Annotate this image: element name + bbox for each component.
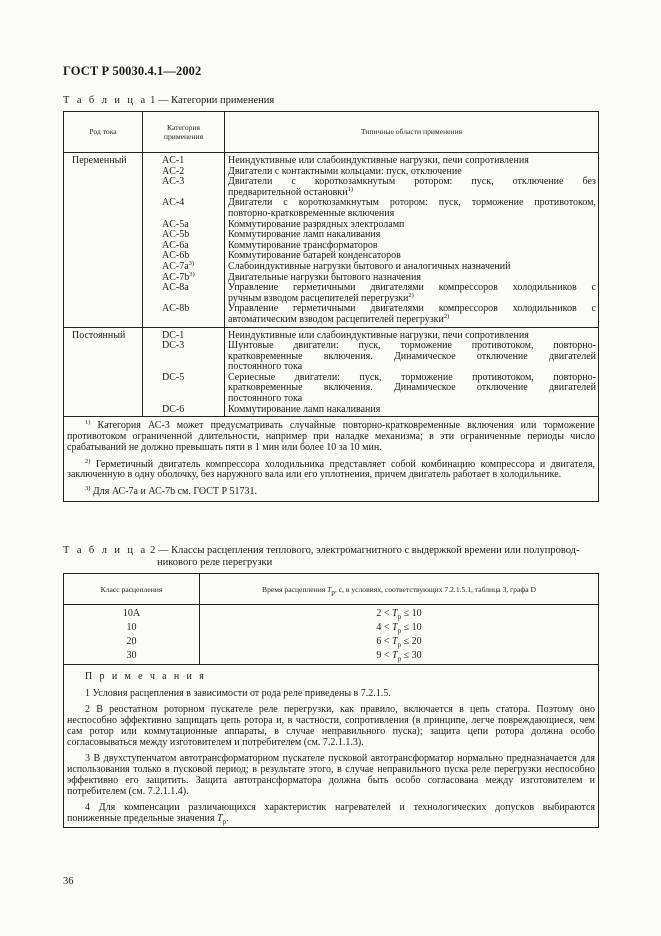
- application-text: Сериесные двигатели: пуск, торможение противотоком, повторно-: [228, 371, 596, 383]
- table-row: [64, 622, 599, 636]
- table-application-categories: [63, 111, 599, 502]
- table1-caption: [63, 95, 274, 107]
- category-code: AC-6b: [162, 250, 190, 262]
- col-header-current-type: Род тока: [64, 112, 143, 153]
- category-code: DC-5: [162, 371, 185, 383]
- application-text: постоянного тока: [228, 393, 303, 405]
- table2-notes: [64, 665, 599, 828]
- application-text: Неиндуктивные или слабоиндуктивные нагрузки, печи сопротивления: [228, 329, 529, 341]
- category-code: AC-5a: [162, 218, 189, 230]
- footnote: $^{2)}$ Герметичный двигатель компрессора холодильника представляет собой комбинацию компрессора и двигателя, заключенную в одну оболочку, без наружного вала или его уплотнения, причем двигатель работает в холодильнике.: [67, 457, 595, 481]
- application-cell: [225, 327, 599, 417]
- col-header-trip-time: Время расцепления $T_p$, с, в условиях, соответствующих 7.2.1.5.1, таблица 3, графа D: [200, 574, 599, 605]
- notes-heading: П р и м е ч а н и я: [85, 671, 207, 682]
- category-code: AC-1: [162, 155, 185, 166]
- document-header: ГОСТ Р 50030.4.1—2002: [63, 64, 202, 78]
- application-text: кратковременные включения. Динамическое отключение двигателей: [228, 350, 596, 362]
- note-paragraph: 4 Для компенсации различающихся характеристик нагревателей и технологических допусков выбираются пониженные предельные значения $T_p$.: [67, 802, 595, 826]
- trip-time-cell: $2 < T_p \le 10$: [200, 605, 599, 623]
- table-trip-classes: [63, 573, 599, 828]
- application-text: автоматическим взводом расцепителей перегрузки$^{2)}$: [228, 312, 450, 325]
- application-text: ручным взводом расцепителей перегрузки$^{2)}$: [228, 291, 414, 304]
- category-code: AC-8b: [162, 303, 190, 315]
- trip-class-cell: 10A: [64, 605, 200, 623]
- application-text: предварительной остановки$^{1)}$: [228, 185, 354, 198]
- application-text: повторно-кратковременные включения: [228, 207, 395, 219]
- trip-time-cell: $9 < T_p \le 30$: [200, 650, 599, 665]
- current-type-cell: Постоянный: [64, 327, 143, 417]
- application-text: Управление герметичными двигателями компрессоров холодильников с: [228, 282, 596, 294]
- table2-caption-text-cont: никового реле перегрузки: [157, 557, 273, 568]
- application-text: постоянного тока: [228, 361, 303, 373]
- table-row: [64, 636, 599, 650]
- application-cell: [225, 153, 599, 328]
- page-number: 36: [63, 876, 74, 887]
- col-header-category: Категория применения: [143, 112, 225, 153]
- trip-class-cell: 30: [64, 650, 200, 665]
- note-paragraph: 2 В реостатном роторном пускателе реле перегрузки, как правило, включается в цепь статора. Поэтому оно неспособно эффективно защищать цепь ротора и, в частности, сопротивления (в принципе, легче повреждающиеся, чем сам ротор или коммутационные аппараты, в случае неправильного пуска); защита цепи ротора должна особо согласовываться между изготовителем и потребителем (см. 7.2.1.1.3).: [67, 704, 595, 748]
- category-cell: [143, 153, 225, 328]
- current-type-cell: Переменный: [64, 153, 143, 328]
- table1-footnotes: [64, 417, 599, 502]
- table2-caption: [63, 545, 580, 569]
- category-group-row: [64, 153, 599, 328]
- table1-caption-text: 1 — Категории применения: [150, 95, 275, 106]
- category-code: $AC-7a^{3)}$: [162, 259, 195, 272]
- application-text: Коммутирование батарей конденсаторов: [228, 250, 401, 262]
- category-code: AC-4: [162, 197, 185, 209]
- category-code: AC-3: [162, 176, 185, 188]
- category-code: AC-5b: [162, 229, 190, 241]
- application-text: Коммутирование ламп накаливания: [228, 403, 381, 415]
- category-code: DC-6: [162, 403, 185, 415]
- application-text: Коммутирование ламп накаливания: [228, 229, 381, 241]
- application-text: Шунтовые двигатели: пуск, торможение противотоком, повторно-: [228, 340, 596, 352]
- category-code: $AC-7b^{3)}$: [162, 270, 195, 283]
- category-code: AC-6a: [162, 239, 189, 251]
- table-row: [64, 605, 599, 623]
- footnote: $^{3)}$ Для АС-7а и АС-7b см. ГОСТ Р 51731.: [85, 485, 258, 498]
- col-header-applications: Типичные области применения: [225, 112, 599, 153]
- category-code: AC-2: [162, 165, 185, 177]
- table1-caption-label: Т а б л и ц а: [63, 95, 148, 106]
- application-text: Двигатели с короткозамкнутым ротором: пуск, отключение без: [228, 176, 596, 188]
- trip-time-cell: $4 < T_p \le 10$: [200, 622, 599, 636]
- trip-class-cell: 10: [64, 622, 200, 636]
- note-paragraph: 3 В двухступенчатом автотрансформаторном пускателе пусковой автотрансформатор нормально предназначается для использования только в пусковой период; в результате этого, в случае неправильного пуска реле перегрузки неспособно эффективно его защитить. Защита автотрансформатора должна быть особо согласована между изготовителем и потребителем (см. 7.2.1.1.4).: [67, 753, 595, 797]
- trip-class-cell: 20: [64, 636, 200, 650]
- table-row: [64, 650, 599, 665]
- application-text: Неиндуктивные или слабоиндуктивные нагрузки, печи сопротивления: [228, 155, 529, 166]
- table2-caption-label: Т а б л и ц а: [63, 545, 148, 556]
- category-code: DC-1: [162, 329, 185, 341]
- footnote: $^{1)}$ Категория АС-3 может предусматривать случайные повторно-кратковременные включения или торможение противотоком ограниченной длительности, например при наладке механизма; в эти ограниченные периоды число срабатываний не должно превышать пяти в 1 мин или более 10 за 10 мин.: [67, 419, 595, 453]
- col-header-trip-class: Класс расцепления: [64, 574, 200, 605]
- application-text: Двигатели с короткозамкнутым ротором: пуск, торможение противотоком,: [228, 197, 596, 209]
- category-code: AC-8a: [162, 282, 189, 294]
- application-text: Двигательные нагрузки бытового назначения: [228, 271, 421, 283]
- application-text: кратковременные включения. Динамическое отключение двигателей: [228, 382, 596, 394]
- application-text: Коммутирование трансформаторов: [228, 239, 378, 251]
- note-paragraph: 1 Условия расцепления в зависимости от рода реле приведены в 7.2.1.5.: [85, 688, 391, 699]
- category-code: [143, 383, 224, 394]
- category-code: [143, 352, 224, 363]
- table2-caption-text: 2 — Классы расцепления теплового, электромагнитного с выдержкой времени или полупровод-: [150, 545, 580, 556]
- application-text: Слабоиндуктивные нагрузки бытового и аналогичных назначений: [228, 260, 511, 272]
- application-text: Управление герметичными двигателями компрессоров холодильников с: [228, 303, 596, 315]
- application-text: Двигатели с контактными кольцами: пуск, отключение: [228, 165, 462, 177]
- category-code: [143, 209, 224, 220]
- category-code: DC-3: [162, 340, 185, 352]
- category-group-row: [64, 327, 599, 417]
- category-code: [143, 315, 224, 326]
- category-cell: [143, 327, 225, 417]
- trip-time-cell: $6 < T_p \le 20$: [200, 636, 599, 650]
- application-text: Коммутирование разрядных электроламп: [228, 218, 405, 230]
